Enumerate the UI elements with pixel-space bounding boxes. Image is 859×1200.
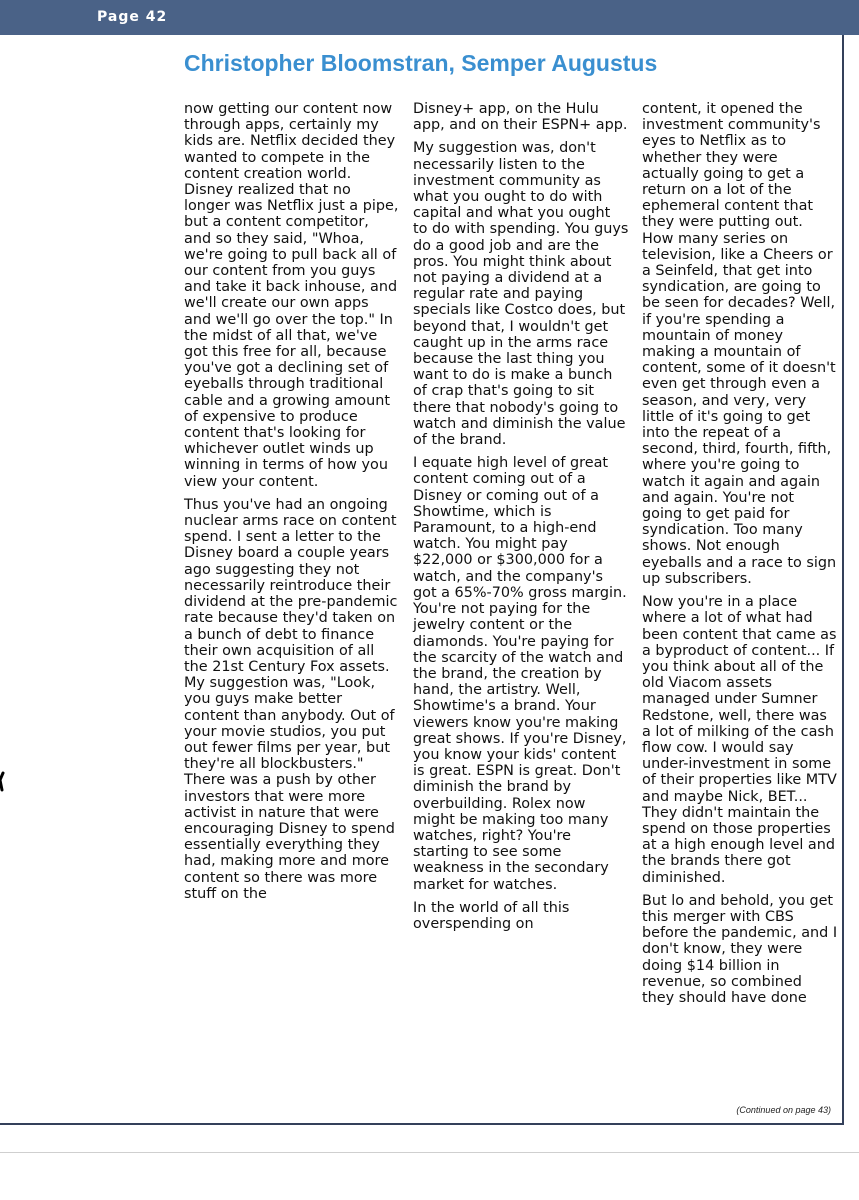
paragraph: Thus you've had an ongoing nuclear arms race on content spend. I sent a letter to the Disney board a couple years ago suggesting they not necessarily reintroduce their dividend at the pre-pandemic rate because they'd taken on a bunch of debt to finance their own acquisition of all the 21st Century Fox assets. My suggestion was, "Look, you guys make better content than anybody. Out of your movie studios, you put out fewer films per year, but they're all blockbusters." There was a push by other investors that were more activist in nature that were encouraging Disney to spend essentially everything they had, making more and more content so there was more stuff on the	[184, 496, 398, 902]
page-number: Page 42	[97, 9, 168, 25]
paragraph: My suggestion was, don't necessarily listen to the investment community as what you ought to do with capital and what you ought to do with spending. You guys do a good job and are the pros. You might think about not paying a dividend at a regular rate and paying specials like Costco does, but beyond that, I wouldn't get caught up in the arms race because the last thing you want to do is make a bunch of crap that's going to sit there that nobody's going to watch and diminish the value of the brand.	[413, 140, 629, 449]
paragraph: Now you're in a place where a lot of what had been content that came as a byproduct of content... If you think about all of the old Viacom assets managed under Sumner Redstone, well, there was a lot of milking of the cash flow cow. I would say under-investment in some of their properties like MTV and maybe Nick, BET... They didn't maintain the spend on those properties at a high enough level and the brands there got diminished.	[642, 594, 837, 886]
paragraph: now getting our content now through apps, certainly my kids are. Netflix decided they wanted to compete in the content creation world. Disney realized that no longer was Netflix just a pipe, but a content competitor, and so they said, "Whoa, we're going to pull back all of our content from you guys and take it back inhouse, and we'll create our own apps and we'll go over the top." In the midst of all that, we've got this free for all, because you've got a declining set of eyeballs through traditional cable and a growing amount of expensive to produce content that's looking for whichever outlet winds up winning in terms of how you view your content.	[184, 101, 399, 490]
divider	[0, 1152, 859, 1153]
continued-note: (Continued on page 43)	[736, 1105, 831, 1115]
paragraph: I equate high level of great content coming out of a Disney or coming out of a Showtime, which is Paramount, to a high-end watch. You might pay $22,000 or $300,000 for a watch, and the company's got a 65%-70% gross margin. You're not paying for the jewelry content or the diamonds. You're paying for the scarcity of the watch and the brand, the creation by hand, the artistry. Well, Showtime's a brand. Your viewers know you're making great shows. If you're Disney, you know your kids' content is great. ESPN is great. Don't diminish the brand by overbuilding. Rolex now might be making too many watches, right? You're starting to see some weakness in the secondary market for watches.	[413, 455, 627, 893]
text-column-1	[184, 101, 400, 1101]
article-title: Christopher Bloomstran, Semper Augustus	[184, 50, 658, 76]
text-column-2	[413, 101, 629, 1101]
page-header-bar	[0, 0, 859, 35]
paragraph: content, it opened the investment community's eyes to Netflix as to whether they were actually going to get a return on a lot of the ephemeral content that they were putting out. How many series on television, like a Cheers or a Seinfeld, that get into syndication, are going to be seen for decades? Well, if you're spending a mountain of money making a mountain of content, some of it doesn't even get through even a season, and very, very little of it's going to get into the repeat of a second, third, fourth, fifth, where you're going to watch it again and again and again. You're not going to get paid for syndication. Too many shows. Not enough eyeballs and a race to sign up subscribers.	[642, 101, 837, 587]
paragraph: In the world of all this overspending on	[413, 899, 570, 932]
text-column-3	[642, 101, 838, 1101]
margin-mark-icon	[0, 770, 10, 792]
paragraph: Disney+ app, on the Hulu app, and on their ESPN+ app.	[413, 101, 628, 134]
paragraph: But lo and behold, you get this merger with CBS before the pandemic, and I don't know, they were doing $14 billion in revenue, so combined they should have done	[642, 892, 838, 1006]
